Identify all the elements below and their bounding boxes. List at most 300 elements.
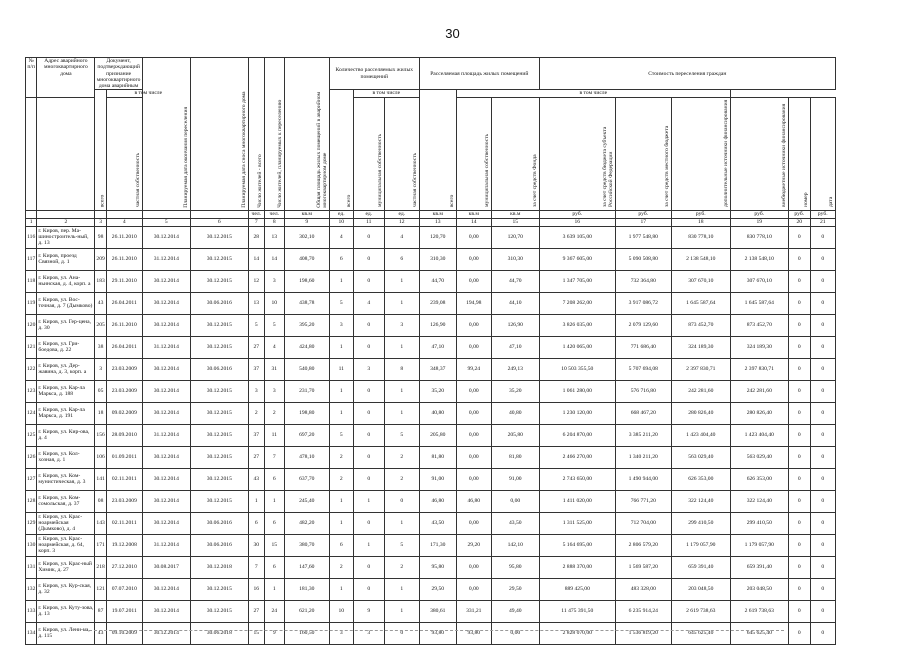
table-row [26, 490, 836, 512]
unit-cell: руб. [615, 210, 671, 218]
address-cell: г. Киров, ул. Крас-ноармейская (Дымково), д. 4 [37, 512, 95, 534]
table-cell: 1 [329, 512, 353, 534]
table-cell: 6 [264, 556, 284, 578]
header-area-total: Общая площадь жилых помещений в аварийном многоквартирном доме [284, 58, 329, 211]
table-cell: 29,50 [491, 578, 539, 600]
table-cell: 1 179 057,90 [730, 534, 788, 556]
table-cell: 205,80 [491, 424, 539, 446]
address-cell: г. Киров, ул. Кар-ла Маркса, д. 191 [37, 402, 95, 424]
table-cell: 563 029,40 [671, 446, 730, 468]
table-cell: 147,60 [284, 556, 329, 578]
column-number-cell: 11 [353, 218, 384, 226]
table-cell: 134 [26, 622, 37, 644]
table-cell: 0 [788, 578, 810, 600]
table-cell: 5 707 694,08 [615, 358, 671, 380]
column-number-cell: 5 [142, 218, 190, 226]
table-cell: 0 [353, 578, 384, 600]
table-cell: 43 [95, 622, 106, 644]
table-cell: 40,80 [419, 402, 456, 424]
table-cell: 142,10 [491, 534, 539, 556]
table-cell: 1 569 587,20 [615, 556, 671, 578]
table-cell: 0 [788, 292, 810, 314]
table-cell: 3 385 211,20 [615, 424, 671, 446]
table-cell: 626 353,00 [730, 468, 788, 490]
table-cell: 0,00 [456, 380, 491, 402]
table-cell: 0,00 [456, 402, 491, 424]
table-cell: 129 [26, 512, 37, 534]
table-cell: 31.12.2014 [142, 424, 190, 446]
table-cell: 44,70 [491, 270, 539, 292]
table-cell: 156 [95, 424, 106, 446]
table-cell: 6 [384, 248, 419, 270]
header-cost-region: за счет средств бюджета субъекта Российской Федерации [539, 97, 615, 210]
table-cell: 30.12.2015 [190, 446, 248, 468]
table-cell: 16 [248, 578, 264, 600]
table-row [26, 600, 836, 622]
header-rooms-private: частная собственность [106, 97, 142, 210]
table-cell: 645 625,40 [671, 622, 730, 644]
table-cell: 540,80 [284, 358, 329, 380]
table-cell: 30.12.2014 [142, 380, 190, 402]
table-cell: 30.12.2014 [142, 446, 190, 468]
table-cell: 7 [264, 446, 284, 468]
table-cell: 29.11.2010 [106, 270, 142, 292]
table-cell: 9 367 605,00 [539, 248, 615, 270]
table-cell: 09.10.2009 [106, 622, 142, 644]
table-cell: 1 [329, 336, 353, 358]
table-cell: 0,00 [456, 314, 491, 336]
table-cell: 143 [95, 512, 106, 534]
table-cell: 310,30 [491, 248, 539, 270]
table-cell: 141 [95, 468, 106, 490]
table-cell: 1 061 280,00 [539, 380, 615, 402]
column-number-cell: 2 [37, 218, 95, 226]
column-number-cell: 18 [671, 218, 730, 226]
table-cell: 5 [248, 314, 264, 336]
header-rooms-municipal: муниципальная собственность [353, 97, 384, 210]
table-cell: 93,80 [419, 622, 456, 644]
table-cell: 10 [329, 600, 353, 622]
table-cell: 307 670,10 [730, 270, 788, 292]
column-number-cell: 7 [248, 218, 264, 226]
table-cell: 30.12.2014 [142, 358, 190, 380]
table-cell: 231,70 [284, 380, 329, 402]
unit-cell: ед. [384, 210, 419, 218]
table-cell: 126,90 [419, 314, 456, 336]
table-cell: 120 [26, 314, 37, 336]
header-doc-date: дата [810, 97, 835, 210]
table-cell: 121 [26, 336, 37, 358]
table-cell: 30.12.2015 [190, 314, 248, 336]
table-cell: 2 [384, 556, 419, 578]
table-cell: 1 347 705,00 [539, 270, 615, 292]
table-cell: 46,80 [419, 490, 456, 512]
table-cell: 30.12.2014 [142, 314, 190, 336]
table-cell: 1 [384, 292, 419, 314]
header-rooms-group: Количество расселяемых жилых помещений [329, 58, 419, 90]
table-cell: 218 [95, 556, 106, 578]
table-cell: 13 [264, 226, 284, 248]
table-row [26, 424, 836, 446]
table-cell: 2 [329, 446, 353, 468]
address-cell: г. Киров, проезд Связной, д. 1 [37, 248, 95, 270]
table-cell: 0 [353, 380, 384, 402]
table-cell: 35,20 [491, 380, 539, 402]
table-row [26, 248, 836, 270]
table-cell: 30.06.2016 [190, 358, 248, 380]
table-cell: 830 778,10 [730, 226, 788, 248]
table-cell: 43 [95, 292, 106, 314]
table-cell: 1 311 525,00 [539, 512, 615, 534]
table-cell: 5 [329, 292, 353, 314]
table-cell: 28 [248, 226, 264, 248]
table-cell: 0 [788, 380, 810, 402]
table-cell: 0 [788, 424, 810, 446]
table-cell: 280 826,40 [671, 402, 730, 424]
table-cell: 30.12.2015 [190, 578, 248, 600]
table-cell: 668 467,20 [615, 402, 671, 424]
table-cell: 6 [264, 512, 284, 534]
table-cell: 712 704,00 [615, 512, 671, 534]
resettlement-table [25, 57, 836, 645]
table-cell: 30.12.2015 [190, 248, 248, 270]
table-body [26, 226, 836, 644]
table-cell: 1 645 587,64 [671, 292, 730, 314]
table-cell: 0 [353, 402, 384, 424]
scan-edge-line [84, 630, 784, 631]
table-cell: 11 [264, 424, 284, 446]
column-number-cell: 8 [264, 218, 284, 226]
table-cell: 0 [788, 622, 810, 644]
table-cell: 1 [329, 490, 353, 512]
table-cell: 0 [810, 226, 835, 248]
table-cell: 2 743 650,00 [539, 468, 615, 490]
table-cell: 1 490 944,00 [615, 468, 671, 490]
table-cell: 6 235 914,24 [615, 600, 671, 622]
table-cell: 0 [788, 556, 810, 578]
table-cell: 0 [788, 336, 810, 358]
table-cell: 1 [384, 336, 419, 358]
table-cell: 81,80 [419, 446, 456, 468]
column-numbers-row [26, 218, 836, 226]
table-row [26, 622, 836, 644]
table-cell: 380,70 [284, 534, 329, 556]
table-cell: 30.12.2014 [142, 292, 190, 314]
table-cell: 5 [384, 424, 419, 446]
table-cell: 118 [26, 270, 37, 292]
header-area-including: в том числе [353, 90, 419, 97]
header-residents-total: Число жителей - всего [248, 58, 264, 211]
table-cell: 0 [788, 402, 810, 424]
table-cell: 1 230 120,00 [539, 402, 615, 424]
table-cell: 0 [384, 490, 419, 512]
table-cell: 30.12.2014 [142, 600, 190, 622]
table-cell: 30.12.2015 [190, 424, 248, 446]
table-cell: 2 [329, 468, 353, 490]
table-cell: 0 [788, 446, 810, 468]
table-cell: 171,30 [419, 534, 456, 556]
table-cell: 0 [788, 226, 810, 248]
table-cell: 0,00 [456, 336, 491, 358]
table-cell: 1 [384, 402, 419, 424]
table-cell: 2 888 370,00 [539, 556, 615, 578]
header-cost-local: за счет средств местного бюджета [615, 97, 671, 210]
table-row [26, 468, 836, 490]
header-area-group: Расселяемая площадь жилых помещений [419, 58, 539, 90]
table-cell: 242 281,60 [730, 380, 788, 402]
table-cell: 93,80 [456, 622, 491, 644]
table-cell: 09.02.2009 [106, 402, 142, 424]
table-cell: 47,10 [419, 336, 456, 358]
table-cell: 43,50 [419, 512, 456, 534]
table-cell: 198,60 [284, 270, 329, 292]
table-cell: 2 [384, 446, 419, 468]
table-cell: 771 686,40 [615, 336, 671, 358]
column-number-cell: 19 [730, 218, 788, 226]
table-cell: 44,70 [419, 270, 456, 292]
table-cell: 95,80 [419, 556, 456, 578]
table-cell: 299 410,50 [730, 512, 788, 534]
table-cell: 0 [788, 600, 810, 622]
unit-cell: кв.м [284, 210, 329, 218]
table-cell: 889 425,00 [539, 578, 615, 600]
table-cell: 49,40 [491, 600, 539, 622]
header-area-private: частная собственность [384, 97, 419, 210]
table-cell: 6 204 870,00 [539, 424, 615, 446]
table-cell: 02.11.2011 [106, 468, 142, 490]
table-cell: 395,20 [284, 314, 329, 336]
table-cell: 30.12.2014 [142, 622, 190, 644]
table-cell: 30.12.2015 [190, 380, 248, 402]
table-cell: 26.04.2011 [106, 336, 142, 358]
column-number-cell: 17 [615, 218, 671, 226]
table-cell: 1 340 211,20 [615, 446, 671, 468]
unit-cell [190, 210, 248, 218]
table-cell: 30.12.2015 [190, 270, 248, 292]
table-cell: 0 [788, 248, 810, 270]
table-cell: 1 411 020,00 [539, 490, 615, 512]
table-cell: 02.11.2011 [106, 512, 142, 534]
table-cell: 380,61 [419, 600, 456, 622]
header-planned-demolition-date: Планируемая дата сноса многоквартирного дома [190, 58, 248, 211]
table-cell: 31.12.2014 [142, 248, 190, 270]
table-cell: 40,80 [491, 402, 539, 424]
header-address-blank [37, 97, 95, 210]
table-cell: 0 [810, 380, 835, 402]
table-cell: 408,70 [284, 248, 329, 270]
table-cell: 183 [95, 270, 106, 292]
table-cell: 2 397 830,71 [730, 358, 788, 380]
table-cell: 123 [26, 380, 37, 402]
table-row [26, 402, 836, 424]
table-cell: 3 [248, 380, 264, 402]
table-cell: 12 [248, 270, 264, 292]
table-cell: 242 281,60 [671, 380, 730, 402]
table-cell: 3 [353, 358, 384, 380]
table-cell: 1 536 819,20 [615, 622, 671, 644]
table-cell: 3 [329, 314, 353, 336]
table-cell: 621,20 [284, 600, 329, 622]
table-cell: 30.12.2014 [142, 270, 190, 292]
address-cell: г. Киров, ул. Крас-ный Химик, д. 27 [37, 556, 95, 578]
table-cell: 47,10 [491, 336, 539, 358]
table-cell: 209 [95, 248, 106, 270]
table-cell: 131 [26, 556, 37, 578]
table-cell: 30.12.2015 [190, 490, 248, 512]
table-cell: 249,13 [491, 358, 539, 380]
table-row [26, 556, 836, 578]
table-cell: 120,70 [491, 226, 539, 248]
table-cell: 478,10 [284, 446, 329, 468]
column-number-cell: 20 [788, 218, 810, 226]
table-cell: 0 [810, 468, 835, 490]
address-cell: г. Киров, ул. Лени-на, д. 115 [37, 622, 95, 644]
table-cell: 2 [329, 556, 353, 578]
table-cell: 26.04.2011 [106, 292, 142, 314]
table-row [26, 226, 836, 248]
table-cell: 205,80 [419, 424, 456, 446]
table-cell: 576 716,80 [615, 380, 671, 402]
table-cell: 5 164 695,00 [539, 534, 615, 556]
table-cell: 1 [353, 490, 384, 512]
table-cell: 1 420 065,00 [539, 336, 615, 358]
table-cell: 0 [353, 512, 384, 534]
table-cell: 2 466 270,00 [539, 446, 615, 468]
table-row [26, 446, 836, 468]
table-cell: 31.12.2014 [142, 336, 190, 358]
unit-cell: руб. [810, 210, 835, 218]
column-number-cell: 6 [190, 218, 248, 226]
table-cell: 0 [810, 402, 835, 424]
table-cell: 1 423 404,40 [671, 424, 730, 446]
table-cell: 26.11.2010 [106, 248, 142, 270]
table-cell: 732 364,80 [615, 270, 671, 292]
table-cell: 830 778,10 [671, 226, 730, 248]
table-cell: 482,20 [284, 512, 329, 534]
table-cell: 645 625,40 [730, 622, 788, 644]
table-cell: 37 [248, 424, 264, 446]
unit-cell: руб. [730, 210, 788, 218]
table-cell: 14 [248, 248, 264, 270]
header-cost-including: в том числе [456, 90, 730, 97]
address-cell: г. Киров, ул. Крас-ноармейская, д. 64, корп. 3 [37, 534, 95, 556]
table-cell: 30.12.2018 [190, 556, 248, 578]
table-cell: 563 029,40 [730, 446, 788, 468]
address-cell: г. Киров, ул. Вос-точная, д. 7 (Дымково) [37, 292, 95, 314]
table-cell: 302,10 [284, 226, 329, 248]
table-cell: 15 [248, 622, 264, 644]
column-number-cell: 14 [456, 218, 491, 226]
table-cell: 4 [264, 336, 284, 358]
column-number-cell: 9 [284, 218, 329, 226]
table-cell: 1 [384, 578, 419, 600]
header-cost-extra: внебюджетные источники финансирования [730, 97, 788, 210]
table-cell: 5 [384, 534, 419, 556]
table-cell: 27.12.2010 [106, 556, 142, 578]
unit-cell: руб. [671, 210, 730, 218]
unit-cell: чел. [248, 210, 264, 218]
column-number-cell: 1 [26, 218, 37, 226]
table-cell: 203 048,50 [671, 578, 730, 600]
table-cell: 659 391,40 [671, 556, 730, 578]
table-cell: 6 [264, 468, 284, 490]
table-cell: 0,00 [456, 226, 491, 248]
address-cell: г. Киров, ул. Дер-жавина, д. 3, корп. а [37, 358, 95, 380]
table-cell: 0 [810, 556, 835, 578]
table-cell: 0 [810, 512, 835, 534]
table-cell: 01.09.2011 [106, 446, 142, 468]
table-cell: 43,50 [491, 512, 539, 534]
table-cell: 29,50 [419, 578, 456, 600]
header-address: Адрес аварийного многоквартирного дома [37, 58, 95, 98]
table-cell: 1 [384, 270, 419, 292]
table-cell: 307 670,10 [671, 270, 730, 292]
table-cell: 30.12.2014 [142, 512, 190, 534]
table-cell: 1 [384, 512, 419, 534]
table-cell: 1 [384, 380, 419, 402]
table-cell: 0 [353, 336, 384, 358]
table-cell: 299 410,50 [671, 512, 730, 534]
table-cell: 424,80 [284, 336, 329, 358]
table-cell: 1 [384, 600, 419, 622]
table-cell: 0 [353, 468, 384, 490]
address-cell: г. Киров, ул. Кар-ла Маркса, д. 188 [37, 380, 95, 402]
table-cell: 30.06.2016 [190, 534, 248, 556]
table-cell: 18 [95, 402, 106, 424]
table-cell: 697,20 [284, 424, 329, 446]
table-cell: 310,30 [419, 248, 456, 270]
table-row [26, 314, 836, 336]
table-cell: 133 [26, 600, 37, 622]
table-cell: 30.06.2016 [190, 512, 248, 534]
table-cell: 626 353,00 [671, 468, 730, 490]
unit-cell: кв.м [456, 210, 491, 218]
table-cell: 0 [353, 424, 384, 446]
table-cell: 5 090 508,80 [615, 248, 671, 270]
table-cell: 121 [95, 578, 106, 600]
table-cell: 1 [329, 578, 353, 600]
table-cell: 0 [788, 270, 810, 292]
table-cell: 120,70 [419, 226, 456, 248]
unit-cell [142, 210, 190, 218]
column-number-cell: 21 [810, 218, 835, 226]
table-cell: 30.12.2015 [190, 402, 248, 424]
table-cell: 0 [810, 578, 835, 600]
header-area-municipal: муниципальная собственность [456, 97, 491, 210]
table-cell: 2 138 548,10 [730, 248, 788, 270]
table-cell: 1 [329, 380, 353, 402]
table-cell: 203 048,50 [730, 578, 788, 600]
table-cell: 7 208 262,00 [539, 292, 615, 314]
address-cell: г. Киров, ул. Гер-цена, д. 30 [37, 314, 95, 336]
unit-cell [26, 210, 37, 218]
table-cell: 2 397 830,71 [671, 358, 730, 380]
table-cell: 07.07.2010 [106, 578, 142, 600]
table-cell: 30.08.2017 [142, 556, 190, 578]
table-cell: 23.03.2009 [106, 380, 142, 402]
table-cell: 9 [264, 622, 284, 644]
table-cell: 324 189,30 [671, 336, 730, 358]
table-row [26, 270, 836, 292]
header-cost-fund: за счет средств Фонда [491, 97, 539, 210]
table-cell: 127 [26, 468, 37, 490]
table-cell: 117 [26, 248, 37, 270]
table-cell: 30.12.2015 [190, 468, 248, 490]
table-cell: 3 [264, 380, 284, 402]
table-cell: 0,00 [456, 468, 491, 490]
table-cell: 128 [26, 490, 37, 512]
table-cell: 30.12.2015 [190, 600, 248, 622]
